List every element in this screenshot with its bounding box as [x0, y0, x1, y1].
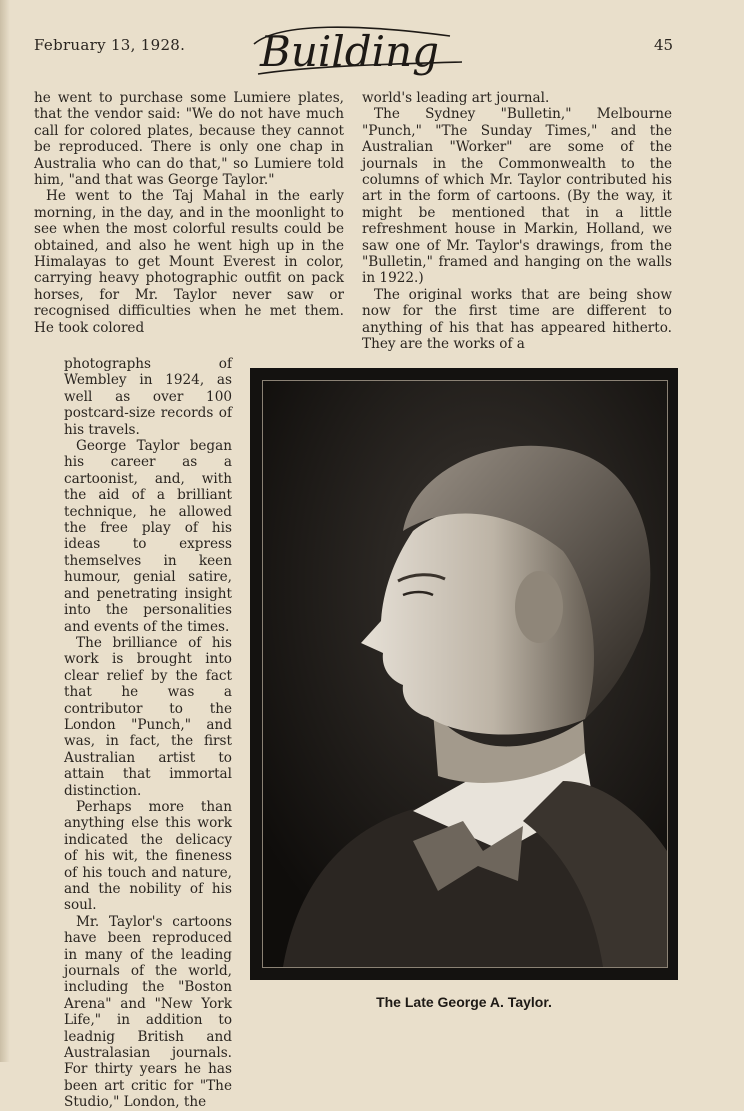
paragraph: He went to the Taj Mahal in the early morning, in the day, and in the moonlight to see when the most colorful results could be obtained, and also he went high up in the Himalayas to get Mount Everest in color, carrying heavy photographic outfit on pack horses, for Mr. Taylor never saw or recognised difficulties when he met them. He took colored	[34, 188, 344, 336]
portrait-illustration	[263, 381, 667, 967]
page-number: 45	[654, 36, 674, 54]
paragraph: Perhaps more than anything else this work indicated the delicacy of his wit, the fineness of his touch and nature, and the nobility of his soul.	[64, 798, 232, 914]
paragraph: he went to purchase some Lumiere plates, that the vendor said: "We do not have much call for colored plates, because they cannot be reproduced. There is only one chap in Australia who can do that," so Lumiere told him, "and that was George Taylor."	[34, 90, 344, 189]
masthead-logo	[240, 14, 470, 80]
masthead-text: Building	[260, 27, 440, 76]
paragraph: The Sydney "Bulletin," Melbourne "Punch," "The Sunday Times," and the Australian "Worker" are some of the journals in the Commonwealth to the columns of which Mr. Taylor contributed his art in the form of cartoons. (By the way, it might be mentioned that in a little refreshment house in Markin, Holland, we saw one of Mr. Taylor's drawings, from the "Bulletin," framed and hanging on the walls in 1922.)	[362, 106, 672, 287]
issue-date: February 13, 1928.	[34, 36, 186, 54]
paragraph: The original works that are being show now for the first time are different to anything of his that has appeared hitherto. They are the works of a	[362, 286, 672, 353]
paragraph: world's leading art journal.	[362, 90, 550, 106]
paragraph: The brilliance of his work is brought into clear relief by the fact that he was a contributor to the London "Punch," and was, in fact, the first Australian artist to attain that immortal distinction.	[64, 634, 232, 799]
photo-caption: The Late George A. Taylor.	[376, 994, 552, 1010]
paragraph: Mr. Taylor's cartoons have been reproduced in many of the leading journals of the world, including the "Boston Arena" and "New York Life," in addition to leadnig British and Australasian journals. For thirty years he has been art critic for "The Studio," London, the	[64, 913, 232, 1111]
paragraph: George Taylor began his career as a cartoonist, and, with the aid of a brilliant technique, he allowed the free play of his ideas to express themselves in keen humour, genial satire, and penetrating insight into the personalities and events of the times.	[64, 438, 232, 635]
article-column-left-top	[34, 90, 344, 336]
article-column-left-narrow	[64, 356, 232, 1111]
paragraph: photographs of Wembley in 1924, as well as over 100 postcard-size records of his travels.	[64, 356, 232, 438]
article-column-right-top	[362, 90, 672, 353]
portrait-photo	[262, 380, 668, 968]
page-edge	[0, 0, 10, 1062]
portrait-photo-frame	[250, 368, 678, 980]
